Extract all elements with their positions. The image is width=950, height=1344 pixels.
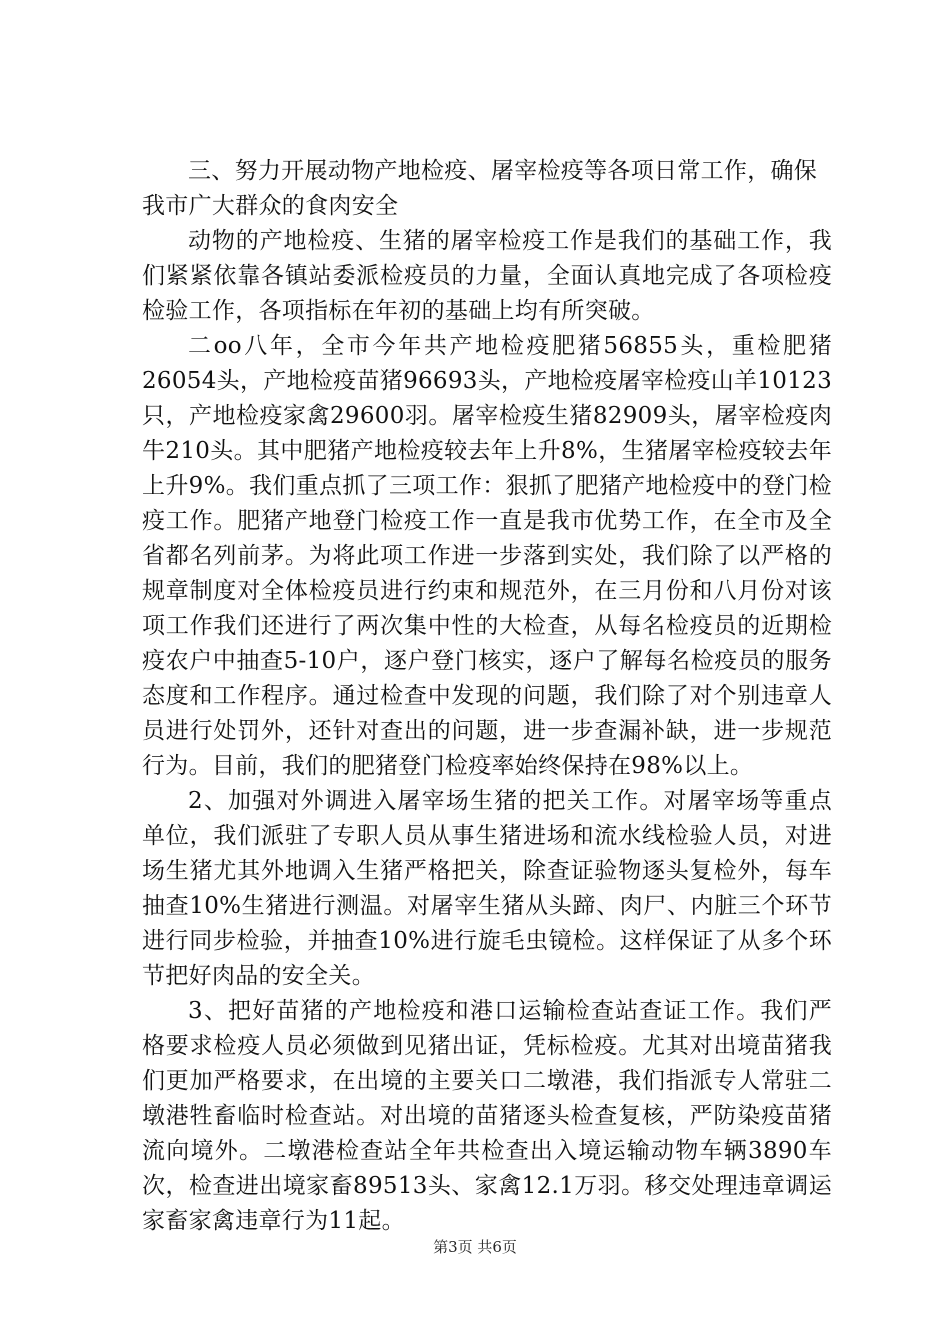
paragraph-piglet-inspection: 3、把好苗猪的产地检疫和港口运输检查站查证工作。我们严格要求检疫人员必须做到见猪出证，凭标检疫。尤其对出境苗猪我们更加严格要求，在出境的主要关口二墩港，我们指派专人常驻二墩港牲畜临时检查站。对出境的苗猪逐头检查复核，严防染疫苗猪流向境外。二墩港检查站全年共检查出入境运输动物车辆3890车次，检查进出境家畜89513头、家禽12.1万羽。移交处理违章调运家畜家禽违章行为11起。 — [142, 998, 832, 1234]
paragraph-statistics: 二oo八年，全市今年共产地检疫肥猪56855头，重检肥猪26054头，产地检疫苗猪96693头，产地检疫屠宰检疫山羊10123只，产地检疫家禽29600羽。屠宰检疫生猪82909头，屠宰检疫肉牛210头。其中肥猪产地检疫较去年上升8%，生猪屠宰检疫较去年上升9%。我们重点抓了三项工作：狠抓了肥猪产地检疫中的登门检疫工作。肥猪产地登门检疫工作一直是我市优势工作，在全市及全省都名列前茅。为将此项工作进一步落到实处，我们除了以严格的规章制度对全体检疫员进行约束和规范外，在三月份和八月份对该项工作我们还进行了两次集中性的大检查，从每名检疫员的近期检疫农户中抽查5-10户，逐户登门核实，逐户了解每名检疫员的服务态度和工作程序。通过检查中发现的问题，我们除了对个别违章人员进行处罚外，还针对查出的问题，进一步查漏补缺，进一步规范行为。目前，我们的肥猪登门检疫率始终保持在98%以上。 — [142, 333, 832, 779]
page-footer: 第3页 共6页 — [433, 1238, 517, 1256]
paragraph-slaughterhouse: 2、加强对外调进入屠宰场生猪的把关工作。对屠宰场等重点单位，我们派驻了专职人员从事生猪进场和流水线检验人员，对进场生猪尤其外地调入生猪严格把关，除查证验物逐头复检外，每车抽查10%生猪进行测温。对屠宰生猪从头蹄、肉尸、内脏三个环节进行同步检验，并抽查10%进行旋毛虫镜检。这样保证了从多个环节把好肉品的安全关。 — [142, 788, 832, 989]
section-heading: 三、努力开展动物产地检疫、屠宰检疫等各项日常工作，确保我市广大群众的食肉安全 — [142, 158, 818, 219]
document-body — [142, 154, 832, 1239]
paragraph-basic-work: 动物的产地检疫、生猪的屠宰检疫工作是我们的基础工作，我们紧紧依靠各镇站委派检疫员的力量，全面认真地完成了各项检疫检验工作，各项指标在年初的基础上均有所突破。 — [142, 228, 832, 324]
